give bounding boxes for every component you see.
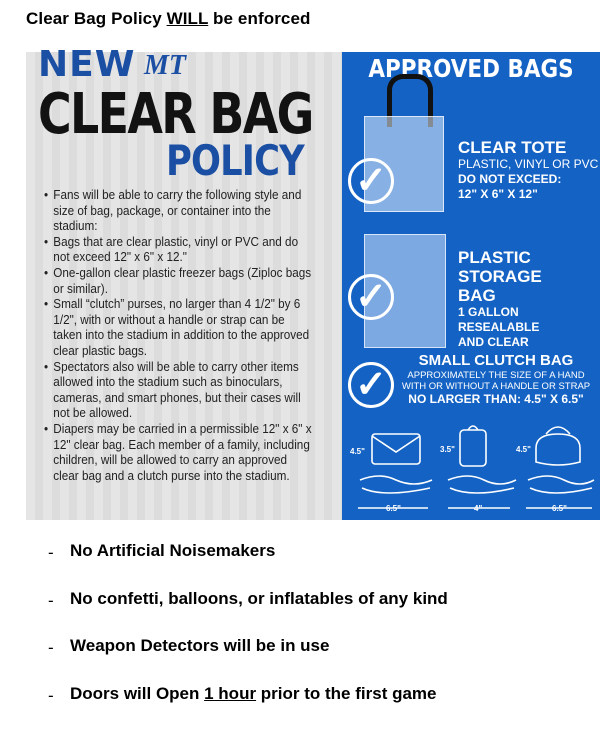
storage-title-2: BAG <box>458 286 496 305</box>
clear-bag-title: CLEAR BAG <box>38 82 313 147</box>
policy-panel <box>26 44 342 520</box>
tote-limit-value: 12" X 6" X 12" <box>458 187 538 201</box>
checkmark-icon: ✓ <box>348 362 394 408</box>
policy-rule: • Diapers may be carried in a permissible 12" x 6" x 12" clear bag. Each member of a family, including children, will be allowed to carry an approved clear bag and a clutch purse into the stadium. <box>44 422 314 484</box>
dash-marker: - <box>48 590 54 610</box>
tote-material: PLASTIC, VINYL OR PVC <box>458 157 599 171</box>
heading-emphasis: WILL <box>166 9 209 28</box>
new-label: NEW <box>38 44 136 85</box>
text-part: Doors will Open <box>70 683 205 703</box>
mt-logo: MT <box>144 50 186 81</box>
approved-bags-title: APPROVED BAGS <box>368 54 574 83</box>
clear-tote-info <box>458 138 598 202</box>
dash-marker: - <box>48 543 54 562</box>
tote-title: CLEAR TOTE <box>458 138 567 157</box>
dim-width-3: 6.5" <box>552 504 567 513</box>
list-item-text: Weapon Detectors will be in use <box>70 636 330 655</box>
checkmark-icon: ✓ <box>348 274 394 320</box>
clutch-max-size: NO LARGER THAN: 4.5" X 6.5" <box>408 392 584 406</box>
clutch-detail <box>390 370 602 392</box>
dash-marker: - <box>48 638 54 657</box>
dim-width-1: 6.5" <box>386 504 401 513</box>
clutch-detail-2: WITH OR WITHOUT A HANDLE OR STRAP <box>401 381 591 392</box>
phone-clutch-icon <box>460 430 486 466</box>
storage-detail-2: AND CLEAR <box>458 335 529 349</box>
storage-bag-info <box>458 248 600 350</box>
dim-height-1: 4.5" <box>350 447 365 456</box>
policy-title: POLICY <box>166 136 304 185</box>
heading-text: Clear Bag Policy <box>26 9 167 28</box>
text-part-end: prior to the first game <box>256 683 437 703</box>
approved-bags-panel <box>342 52 600 520</box>
clutch-detail-1: APPROXIMATELY THE SIZE OF A HAND <box>407 370 585 381</box>
storage-title: PLASTIC STORAGE <box>458 248 542 286</box>
clutch-title: SMALL CLUTCH BAG <box>418 352 574 369</box>
policy-rule: • Spectators also will be able to carry other items allowed into the stadium such as binoculars, cameras, and smart phones, but their cases will not be allowed. <box>44 360 314 422</box>
heading-text-end: be enforced <box>208 9 311 28</box>
policy-rule: • One-gallon clear plastic freezer bags (Ziploc bags or similar). <box>44 266 314 297</box>
policy-rule: • Fans will be able to carry the following style and size of bag, package, or container into the stadium: <box>44 188 314 235</box>
policy-rules-list <box>44 188 314 484</box>
dim-height-3: 4.5" <box>516 445 531 454</box>
dim-height-2: 3.5" <box>440 445 455 454</box>
clutch-size-illustration <box>350 422 596 516</box>
dash-marker: - <box>48 685 54 705</box>
checkmark-icon: ✓ <box>348 158 394 204</box>
tote-limit-label: DO NOT EXCEED: <box>458 172 562 186</box>
pouch-clutch-icon <box>536 434 580 465</box>
list-item-text <box>70 684 437 704</box>
hand-icon <box>448 476 516 493</box>
text-emphasis: 1 hour <box>204 683 257 703</box>
list-item-text: No Artificial Noisemakers <box>70 541 276 560</box>
hand-icon <box>528 476 594 493</box>
clear-bag-policy-graphic <box>26 44 600 520</box>
page-heading <box>26 9 311 29</box>
list-item-text: No confetti, balloons, or inflatables of any kind <box>70 588 448 608</box>
envelope-clutch-icon <box>372 434 420 464</box>
hand-icon <box>360 476 432 493</box>
storage-detail: 1 GALLON RESEALABLE <box>458 305 540 334</box>
policy-rule: • Bags that are clear plastic, vinyl or PVC and do not exceed 12" x 6" x 12." <box>44 235 314 266</box>
policy-rule: • Small “clutch” purses, no larger than 4 1/2" by 6 1/2", with or without a handle or strap can be taken into the stadium in addition to the approved clear plastic bags. <box>44 297 314 359</box>
dim-width-2: 4" <box>474 504 483 513</box>
